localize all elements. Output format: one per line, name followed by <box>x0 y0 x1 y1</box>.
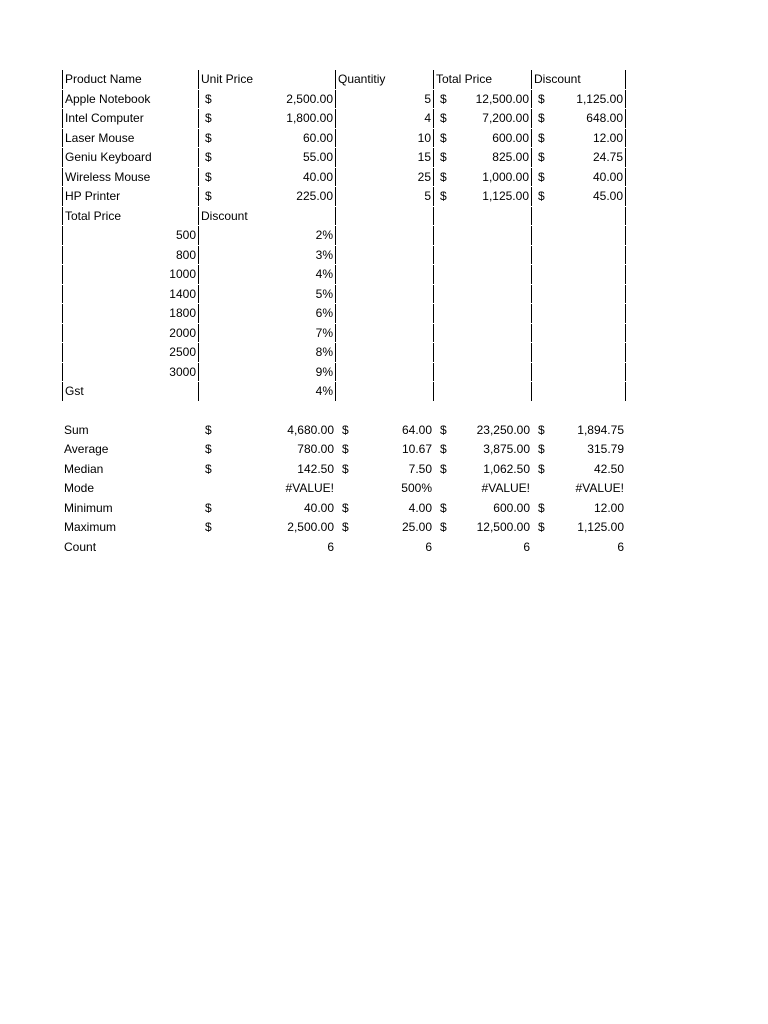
empty-cell[interactable] <box>434 226 532 245</box>
stat-label: Maximum <box>64 520 117 534</box>
discount-value: 24.75 <box>592 150 623 164</box>
cell-stat-discount[interactable] <box>532 499 626 519</box>
header-product-name: Product Name <box>65 72 142 86</box>
empty-cell[interactable] <box>336 304 434 323</box>
threshold-value: 500 <box>175 228 196 242</box>
currency-symbol: $ <box>205 169 212 184</box>
header-cell[interactable] <box>62 207 199 226</box>
cell-total-price[interactable] <box>434 90 532 109</box>
currency-symbol: $ <box>440 442 447 456</box>
stat-value: 2,500.00 <box>287 520 334 534</box>
stat-value: 4,680.00 <box>287 422 334 437</box>
cell-threshold[interactable] <box>62 304 199 323</box>
total-price-value: 7,200.00 <box>482 111 529 125</box>
unit-price-value: 55.00 <box>302 150 333 164</box>
cell-total-price[interactable] <box>434 168 532 187</box>
discount-value: 45.00 <box>592 189 623 203</box>
cell-threshold[interactable] <box>62 285 199 304</box>
cell-threshold[interactable] <box>62 363 199 382</box>
cell-stat-total-price[interactable] <box>434 421 532 441</box>
currency-symbol: $ <box>538 520 545 534</box>
currency-symbol: $ <box>440 500 447 515</box>
header-quantity: Quantitiy <box>338 72 386 86</box>
stat-value: 6 <box>327 539 334 554</box>
currency-symbol: $ <box>440 150 447 164</box>
cell-quantity[interactable] <box>336 109 434 128</box>
threshold-value: 1000 <box>169 267 196 281</box>
threshold-value: 3000 <box>169 364 196 379</box>
header-cell[interactable] <box>62 70 199 89</box>
cell-discount[interactable] <box>532 148 626 167</box>
cell-product-name[interactable] <box>62 90 199 109</box>
cell-unit-price[interactable] <box>199 90 336 109</box>
currency-symbol: $ <box>440 461 447 476</box>
empty-cell[interactable] <box>532 207 626 226</box>
currency-symbol: $ <box>342 520 349 534</box>
empty-cell[interactable] <box>434 285 532 304</box>
stat-value: #VALUE! <box>481 481 530 495</box>
cell-stat-quantity[interactable] <box>336 460 434 480</box>
stat-value: 40.00 <box>303 500 334 515</box>
empty-cell[interactable] <box>532 343 626 362</box>
stat-value: 3,875.00 <box>483 442 530 456</box>
header-rate: Discount <box>201 208 248 223</box>
currency-symbol: $ <box>440 520 447 534</box>
cell-stat-label[interactable] <box>62 440 199 460</box>
currency-symbol: $ <box>440 422 447 437</box>
cell-stat-total-price[interactable] <box>434 499 532 519</box>
cell-rate[interactable] <box>199 304 336 323</box>
cell-threshold[interactable] <box>62 246 199 265</box>
cell-product-name[interactable] <box>62 109 199 128</box>
cell-stat-label[interactable] <box>62 499 199 519</box>
cell-stat-total-price[interactable] <box>434 440 532 460</box>
cell-stat-total-price[interactable] <box>434 518 532 538</box>
empty-cell[interactable] <box>434 207 532 226</box>
quantity-value: 10 <box>417 130 431 145</box>
stat-value: 7.50 <box>408 461 432 476</box>
empty-cell[interactable] <box>532 363 626 382</box>
rate-value: 2% <box>315 228 333 242</box>
cell-stat-quantity[interactable] <box>336 479 434 499</box>
empty-cell[interactable] <box>532 304 626 323</box>
currency-symbol: $ <box>205 150 212 164</box>
cell-stat-unit-price[interactable] <box>199 538 336 558</box>
stat-value: 1,062.50 <box>483 461 530 476</box>
currency-symbol: $ <box>538 169 545 184</box>
cell-discount[interactable] <box>532 168 626 187</box>
empty-cell[interactable] <box>336 226 434 245</box>
currency-symbol: $ <box>440 111 447 125</box>
stat-value: 64.00 <box>401 422 432 437</box>
currency-symbol: $ <box>205 520 212 534</box>
stat-value: 6 <box>617 539 624 554</box>
cell-rate[interactable] <box>199 265 336 284</box>
cell-rate[interactable] <box>199 363 336 382</box>
discount-value: 648.00 <box>586 111 623 125</box>
cell-rate[interactable] <box>199 324 336 343</box>
cell-threshold[interactable] <box>62 265 199 284</box>
cell-discount[interactable] <box>532 129 626 148</box>
cell-rate[interactable] <box>199 226 336 245</box>
cell-stat-quantity[interactable] <box>336 440 434 460</box>
total-price-value: 1,000.00 <box>482 169 529 184</box>
cell-discount[interactable] <box>532 109 626 128</box>
currency-symbol: $ <box>342 422 349 437</box>
currency-symbol: $ <box>538 130 545 145</box>
empty-cell[interactable] <box>336 324 434 343</box>
cell-stat-unit-price[interactable] <box>199 518 336 538</box>
currency-symbol: $ <box>440 189 447 203</box>
currency-symbol: $ <box>538 422 545 437</box>
cell-rate[interactable] <box>199 343 336 362</box>
product-name: Apple Notebook <box>65 91 151 106</box>
cell-stat-quantity[interactable] <box>336 518 434 538</box>
empty-cell[interactable] <box>434 343 532 362</box>
cell-stat-total-price[interactable] <box>434 538 532 558</box>
cell-stat-quantity[interactable] <box>336 499 434 519</box>
stat-value: 6 <box>523 539 530 554</box>
product-name: HP Printer <box>65 189 121 203</box>
stat-value: 1,894.75 <box>577 422 624 437</box>
currency-symbol: $ <box>538 150 545 164</box>
stat-value: 12,500.00 <box>476 520 530 534</box>
stat-value: 12.00 <box>593 500 624 515</box>
cell-stat-unit-price[interactable] <box>199 421 336 441</box>
stat-label: Median <box>64 461 104 476</box>
header-discount: Discount <box>534 72 581 86</box>
currency-symbol: $ <box>205 111 212 125</box>
rate-value: 7% <box>315 325 333 340</box>
product-name: Wireless Mouse <box>65 169 151 184</box>
unit-price-value: 60.00 <box>302 130 333 145</box>
cell-product-name[interactable] <box>62 129 199 148</box>
cell-product-name[interactable] <box>62 168 199 187</box>
gst-rate: 4% <box>315 384 333 398</box>
cell-unit-price[interactable] <box>199 187 336 206</box>
header-cell[interactable] <box>434 70 532 89</box>
cell-gst-label[interactable] <box>62 382 199 401</box>
empty-cell[interactable] <box>434 304 532 323</box>
cell-rate[interactable] <box>199 285 336 304</box>
unit-price-value: 2,500.00 <box>286 91 333 106</box>
currency-symbol: $ <box>538 461 545 476</box>
cell-quantity[interactable] <box>336 187 434 206</box>
cell-stat-total-price[interactable] <box>434 460 532 480</box>
cell-total-price[interactable] <box>434 109 532 128</box>
currency-symbol: $ <box>205 422 212 437</box>
product-name: Laser Mouse <box>65 130 135 145</box>
stat-value: 600.00 <box>493 500 530 515</box>
empty-cell[interactable] <box>532 226 626 245</box>
stat-value: 25.00 <box>401 520 432 534</box>
empty-cell[interactable] <box>336 265 434 284</box>
total-price-value: 825.00 <box>492 150 529 164</box>
cell-quantity[interactable] <box>336 148 434 167</box>
cell-stat-discount[interactable] <box>532 479 626 499</box>
cell-stat-unit-price[interactable] <box>199 479 336 499</box>
empty-cell[interactable] <box>532 246 626 265</box>
stat-value: 23,250.00 <box>476 422 530 437</box>
currency-symbol: $ <box>205 442 212 456</box>
rate-value: 8% <box>315 345 333 359</box>
header-cell[interactable] <box>532 70 626 89</box>
cell-unit-price[interactable] <box>199 129 336 148</box>
cell-stat-unit-price[interactable] <box>199 499 336 519</box>
header-cell[interactable] <box>336 70 434 89</box>
currency-symbol: $ <box>440 91 447 106</box>
cell-stat-total-price[interactable] <box>434 479 532 499</box>
currency-symbol: $ <box>538 111 545 125</box>
cell-total-price[interactable] <box>434 148 532 167</box>
stat-value: 6 <box>425 539 432 554</box>
cell-stat-discount[interactable] <box>532 421 626 441</box>
discount-value: 1,125.00 <box>576 91 623 106</box>
cell-stat-quantity[interactable] <box>336 538 434 558</box>
stat-value: 315.79 <box>587 442 624 456</box>
empty-cell[interactable] <box>336 382 434 401</box>
cell-stat-label[interactable] <box>62 421 199 441</box>
unit-price-value: 1,800.00 <box>286 111 333 125</box>
cell-unit-price[interactable] <box>199 109 336 128</box>
cell-product-name[interactable] <box>62 187 199 206</box>
cell-threshold[interactable] <box>62 226 199 245</box>
cell-stat-label[interactable] <box>62 460 199 480</box>
cell-quantity[interactable] <box>336 168 434 187</box>
header-threshold: Total Price <box>65 208 122 223</box>
cell-stat-discount[interactable] <box>532 460 626 480</box>
cell-stat-label[interactable] <box>62 518 199 538</box>
currency-symbol: $ <box>205 500 212 515</box>
cell-discount[interactable] <box>532 187 626 206</box>
quantity-value: 5 <box>424 91 431 106</box>
cell-stat-quantity[interactable] <box>336 421 434 441</box>
currency-symbol: $ <box>342 500 349 515</box>
currency-symbol: $ <box>538 91 545 106</box>
cell-unit-price[interactable] <box>199 148 336 167</box>
stat-value: #VALUE! <box>575 481 624 495</box>
cell-threshold[interactable] <box>62 324 199 343</box>
stat-label: Average <box>64 442 109 456</box>
empty-cell[interactable] <box>532 324 626 343</box>
rate-value: 4% <box>315 267 333 281</box>
cell-total-price[interactable] <box>434 129 532 148</box>
stat-value: 42.50 <box>593 461 624 476</box>
threshold-value: 800 <box>175 247 196 262</box>
rate-value: 9% <box>315 364 333 379</box>
product-name: Intel Computer <box>65 111 144 125</box>
cell-stat-label[interactable] <box>62 479 199 499</box>
cell-unit-price[interactable] <box>199 168 336 187</box>
quantity-value: 25 <box>417 169 431 184</box>
cell-quantity[interactable] <box>336 90 434 109</box>
currency-symbol: $ <box>205 461 212 476</box>
cell-stat-discount[interactable] <box>532 518 626 538</box>
stat-label: Sum <box>64 422 89 437</box>
currency-symbol: $ <box>538 189 545 203</box>
empty-cell[interactable] <box>434 246 532 265</box>
threshold-value: 1800 <box>169 306 196 320</box>
threshold-value: 1400 <box>169 286 196 301</box>
header-unit-price: Unit Price <box>201 72 254 86</box>
empty-cell[interactable] <box>336 207 434 226</box>
stat-label: Minimum <box>64 500 113 515</box>
header-cell[interactable] <box>199 70 336 89</box>
currency-symbol: $ <box>205 130 212 145</box>
empty-cell[interactable] <box>336 363 434 382</box>
total-price-value: 12,500.00 <box>475 91 529 106</box>
unit-price-value: 225.00 <box>296 189 333 203</box>
threshold-value: 2000 <box>169 325 196 340</box>
total-price-value: 600.00 <box>492 130 529 145</box>
cell-stat-discount[interactable] <box>532 538 626 558</box>
empty-cell[interactable] <box>532 382 626 401</box>
cell-threshold[interactable] <box>62 343 199 362</box>
stat-label: Mode <box>64 481 95 495</box>
currency-symbol: $ <box>538 500 545 515</box>
discount-value: 40.00 <box>592 169 623 184</box>
rate-value: 3% <box>315 247 333 262</box>
cell-discount[interactable] <box>532 90 626 109</box>
stat-value: 10.67 <box>401 442 432 456</box>
rate-value: 5% <box>315 286 333 301</box>
cell-stat-label[interactable] <box>62 538 199 558</box>
currency-symbol: $ <box>342 461 349 476</box>
product-name: Geniu Keyboard <box>65 150 152 164</box>
cell-stat-unit-price[interactable] <box>199 460 336 480</box>
currency-symbol: $ <box>205 91 212 106</box>
discount-value: 12.00 <box>592 130 623 145</box>
threshold-value: 2500 <box>169 345 196 359</box>
empty-cell[interactable] <box>532 285 626 304</box>
currency-symbol: $ <box>342 442 349 456</box>
stat-value: 780.00 <box>297 442 334 456</box>
stat-value: 1,125.00 <box>577 520 624 534</box>
quantity-value: 4 <box>424 111 431 125</box>
header-cell[interactable] <box>199 207 336 226</box>
unit-price-value: 40.00 <box>302 169 333 184</box>
cell-stat-unit-price[interactable] <box>199 440 336 460</box>
empty-cell[interactable] <box>336 285 434 304</box>
header-total-price: Total Price <box>436 72 493 86</box>
stat-value: #VALUE! <box>285 481 334 495</box>
currency-symbol: $ <box>538 442 545 456</box>
currency-symbol: $ <box>440 130 447 145</box>
cell-rate[interactable] <box>199 246 336 265</box>
currency-symbol: $ <box>205 189 212 203</box>
empty-cell[interactable] <box>434 324 532 343</box>
quantity-value: 15 <box>417 150 431 164</box>
gst-label: Gst <box>65 384 84 398</box>
empty-cell[interactable] <box>532 265 626 284</box>
currency-symbol: $ <box>440 169 447 184</box>
empty-cell[interactable] <box>434 382 532 401</box>
cell-product-name[interactable] <box>62 148 199 167</box>
empty-cell[interactable] <box>434 265 532 284</box>
cell-stat-discount[interactable] <box>532 440 626 460</box>
stat-value: 142.50 <box>297 461 334 476</box>
empty-cell[interactable] <box>336 246 434 265</box>
stat-label: Count <box>64 539 97 554</box>
rate-value: 6% <box>315 306 333 320</box>
total-price-value: 1,125.00 <box>482 189 529 203</box>
quantity-value: 5 <box>424 189 431 203</box>
empty-cell[interactable] <box>434 363 532 382</box>
stat-value: 500% <box>401 481 432 495</box>
stat-value: 4.00 <box>408 500 432 515</box>
cell-quantity[interactable] <box>336 129 434 148</box>
cell-total-price[interactable] <box>434 187 532 206</box>
cell-gst-rate[interactable] <box>199 382 336 401</box>
empty-cell[interactable] <box>336 343 434 362</box>
